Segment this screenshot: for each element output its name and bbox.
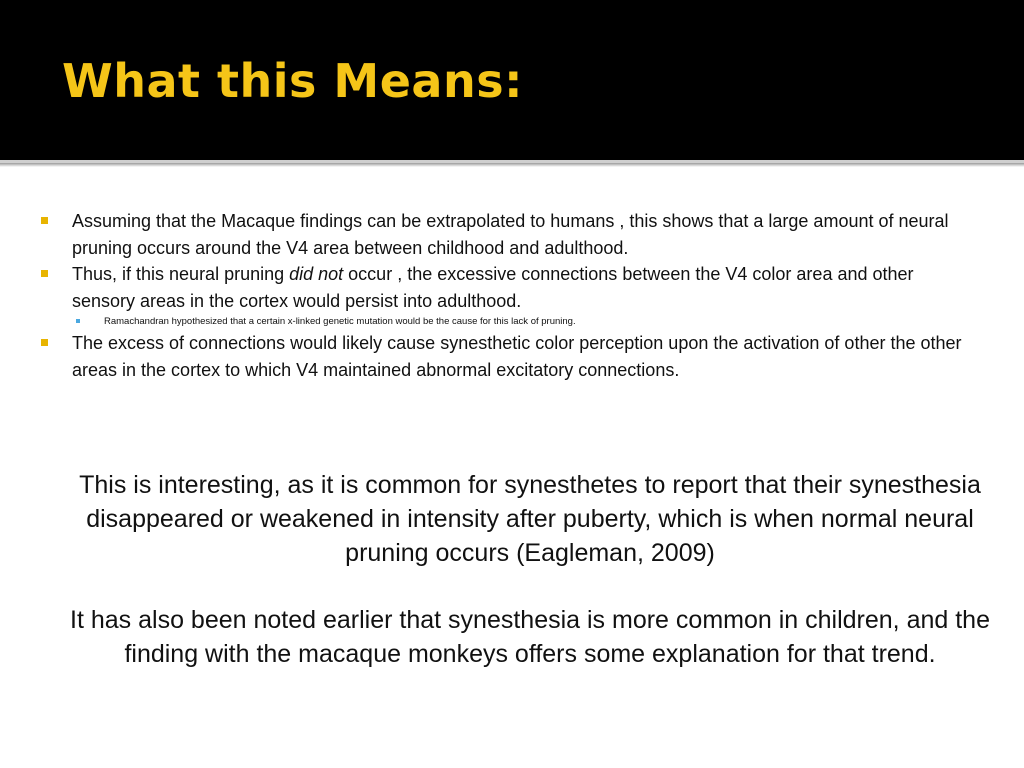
square-bullet-icon bbox=[41, 217, 48, 224]
bullet-item-3 bbox=[36, 330, 976, 383]
title-bar bbox=[0, 0, 1024, 160]
bullet-text-after: occur , the excessive connections between the V4 color area and other sensory areas in the cortex would persist into adulthood. bbox=[72, 264, 914, 311]
square-bullet-icon bbox=[41, 270, 48, 277]
small-square-bullet-icon bbox=[76, 319, 80, 323]
bullet-list bbox=[36, 208, 976, 383]
bullet-item-1 bbox=[36, 208, 976, 261]
bullet-text-emphasis: did not bbox=[289, 264, 344, 284]
bullet-text-before: Thus, if this neural pruning bbox=[72, 264, 290, 284]
paragraph-interesting: This is interesting, as it is common for synesthetes to report that their synesthesia disappeared or weakened in intensity after puberty, which is when normal neural pruning occurs (Eagleman, 2009) bbox=[79, 471, 981, 567]
slide-title: What this Means: bbox=[62, 54, 523, 108]
sub-bullet-text: Ramachandran hypothesized that a certain x-linked genetic mutation would be the cause for this lack of pruning. bbox=[104, 316, 576, 327]
bullet-text: Assuming that the Macaque findings can be extrapolated to humans , this shows that a large amount of neural pruning occurs around the V4 area between childhood and adulthood. bbox=[72, 211, 949, 258]
sub-bullet-item bbox=[36, 314, 976, 330]
paragraph-children: It has also been noted earlier that synesthesia is more common in children, and the finding with the macaque monkeys offers some explanation for that trend. bbox=[70, 606, 990, 668]
square-bullet-icon bbox=[41, 339, 48, 346]
bullet-text: The excess of connections would likely cause synesthetic color perception upon the activation of other the other areas in the cortex to which V4 maintained abnormal excitatory connections. bbox=[72, 333, 962, 380]
header-divider-shadow bbox=[0, 163, 1024, 167]
bullet-item-2 bbox=[36, 261, 976, 314]
